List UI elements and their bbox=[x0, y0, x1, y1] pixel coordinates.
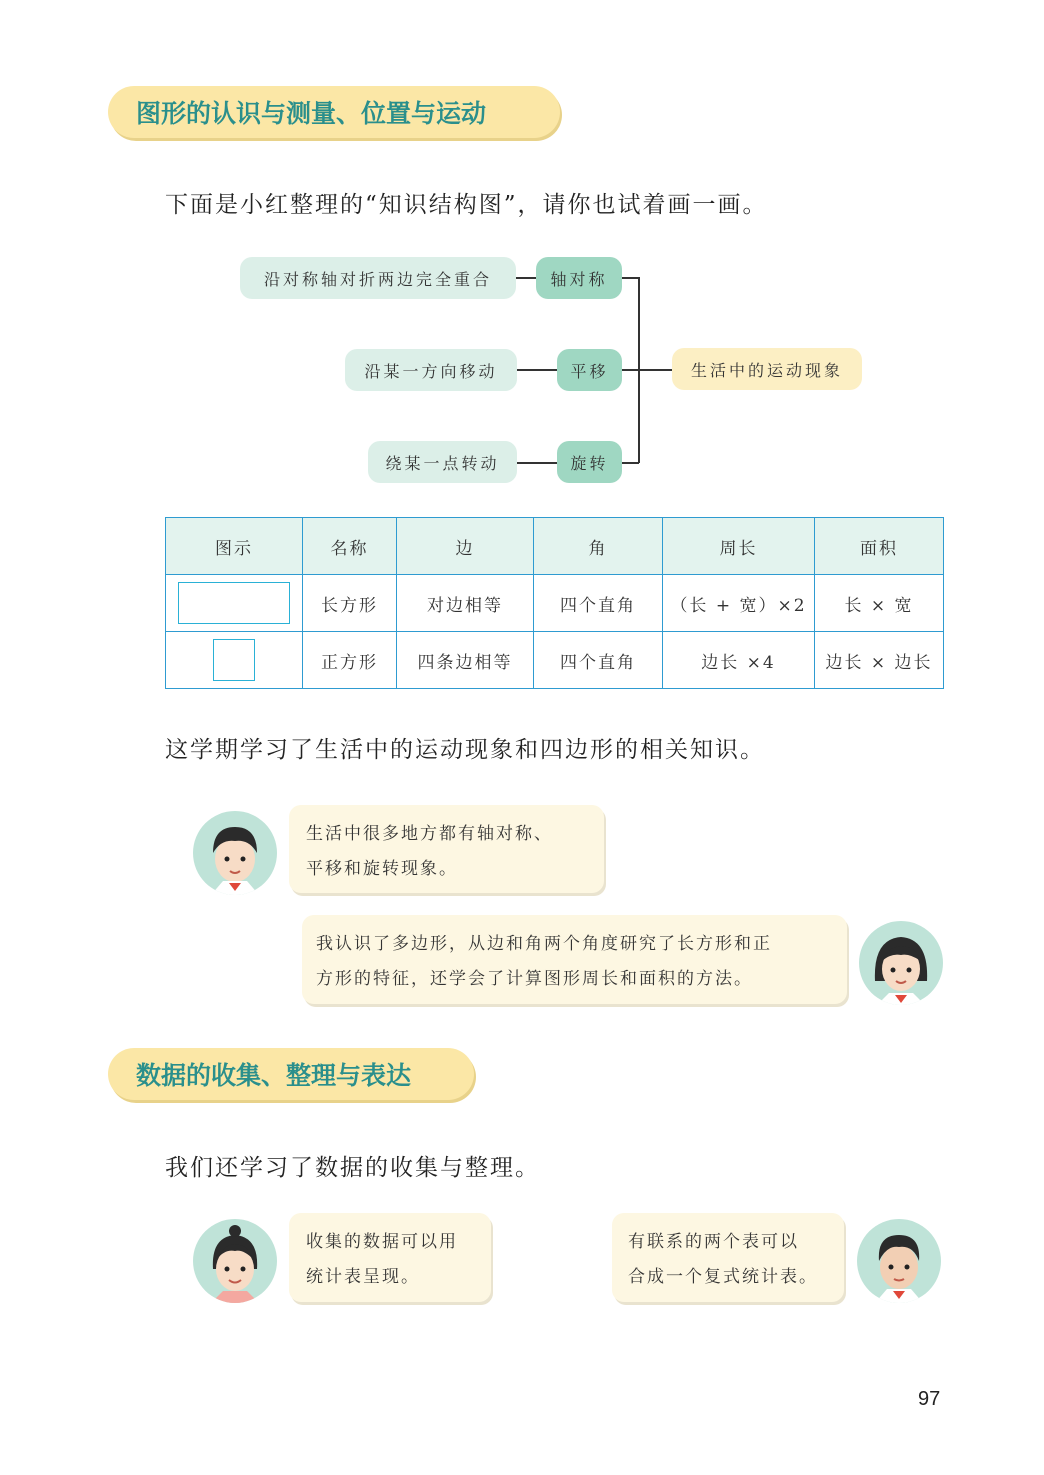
map-desc-translation: 沿某一方向移动 bbox=[345, 349, 517, 391]
bubble-line: 合成一个复式统计表。 bbox=[628, 1267, 818, 1287]
intro-text-2: 我们还学习了数据的收集与整理。 bbox=[165, 1155, 540, 1181]
figure-cell bbox=[166, 632, 303, 689]
speech-bubble bbox=[289, 805, 604, 893]
cell-name: 长方形 bbox=[303, 575, 397, 632]
bubble-line: 统计表呈现。 bbox=[306, 1267, 420, 1287]
map-node-translation: 平移 bbox=[557, 349, 622, 391]
bubble-line: 方形的特征，还学会了计算图形周长和面积的方法。 bbox=[316, 969, 753, 989]
speech-bubble bbox=[289, 1213, 491, 1302]
square-figure bbox=[213, 639, 255, 681]
section-title: 数据的收集、整理与表达 bbox=[136, 1061, 412, 1090]
page-number: 97 bbox=[918, 1388, 941, 1410]
girl-avatar bbox=[859, 921, 943, 1005]
header-area: 面积 bbox=[815, 518, 944, 575]
header-perimeter: 周长 bbox=[663, 518, 815, 575]
table-header-row bbox=[166, 518, 944, 575]
figure-cell bbox=[166, 575, 303, 632]
girl-avatar-ponytail bbox=[193, 1219, 277, 1303]
boy-avatar-2 bbox=[857, 1219, 941, 1303]
section-banner-data bbox=[108, 1048, 474, 1100]
bubble-line: 收集的数据可以用 bbox=[306, 1232, 458, 1252]
shape-properties-table bbox=[165, 517, 944, 689]
map-node-rotation: 旋转 bbox=[557, 441, 622, 483]
table-row bbox=[166, 632, 944, 689]
table-row bbox=[166, 575, 944, 632]
cell-perimeter: （长 + 宽）×2 bbox=[663, 575, 815, 632]
cell-angle: 四个直角 bbox=[534, 632, 663, 689]
cell-angle: 四个直角 bbox=[534, 575, 663, 632]
cell-side: 对边相等 bbox=[397, 575, 534, 632]
cell-perimeter: 边长 ×4 bbox=[663, 632, 815, 689]
map-desc-symmetry: 沿对称轴对折两边完全重合 bbox=[240, 257, 516, 299]
cell-area: 长 × 宽 bbox=[815, 575, 944, 632]
map-root: 生活中的运动现象 bbox=[672, 348, 862, 390]
rectangle-figure bbox=[178, 582, 290, 624]
bubble-line: 平移和旋转现象。 bbox=[306, 859, 458, 879]
header-name: 名称 bbox=[303, 518, 397, 575]
header-side: 边 bbox=[397, 518, 534, 575]
cell-area: 边长 × 边长 bbox=[815, 632, 944, 689]
header-figure: 图示 bbox=[166, 518, 303, 575]
cell-name: 正方形 bbox=[303, 632, 397, 689]
speech-bubble bbox=[302, 915, 847, 1004]
boy-avatar bbox=[193, 811, 277, 895]
bubble-line: 生活中很多地方都有轴对称、 bbox=[306, 824, 553, 844]
summary-text: 这学期学习了生活中的运动现象和四边形的相关知识。 bbox=[165, 737, 765, 763]
intro-text: 下面是小红整理的“知识结构图”，请你也试着画一画。 bbox=[165, 192, 768, 218]
bubble-line: 我认识了多边形，从边和角两个角度研究了长方形和正 bbox=[316, 934, 772, 954]
map-node-symmetry: 轴对称 bbox=[536, 257, 622, 299]
map-desc-rotation: 绕某一点转动 bbox=[368, 441, 517, 483]
cell-side: 四条边相等 bbox=[397, 632, 534, 689]
header-angle: 角 bbox=[534, 518, 663, 575]
speech-bubble bbox=[612, 1213, 844, 1302]
section-title: 图形的认识与测量、位置与运动 bbox=[136, 99, 487, 128]
bubble-line: 有联系的两个表可以 bbox=[628, 1232, 799, 1252]
section-banner-geometry bbox=[108, 86, 560, 138]
